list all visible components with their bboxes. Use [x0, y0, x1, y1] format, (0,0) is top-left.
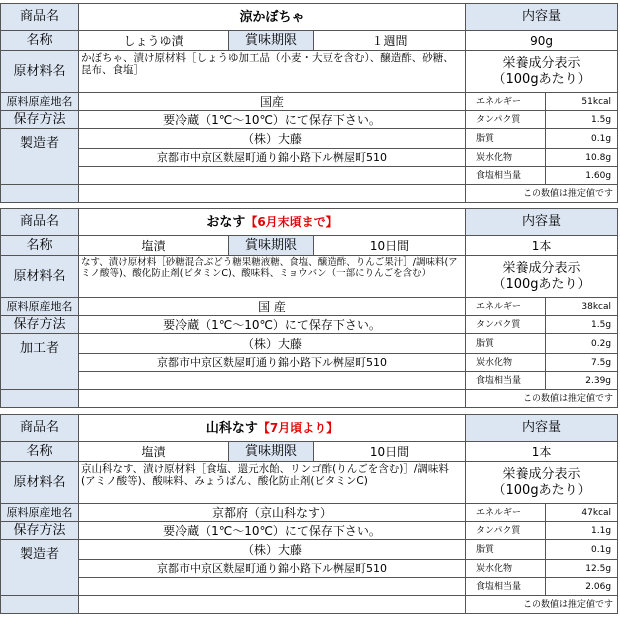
fat-value: 0.2g — [546, 334, 618, 354]
storage-label: 保存方法 — [1, 522, 79, 540]
origin-value: 国産 — [79, 93, 466, 111]
protein-value: 1.5g — [546, 111, 618, 129]
storage-value: 要冷蔵（1℃〜10℃）にて保存下さい。 — [79, 316, 466, 334]
energy-value: 47kcal — [546, 504, 618, 522]
fat-value: 0.1g — [546, 540, 618, 560]
ingredients-label: 原材料名 — [1, 256, 79, 298]
content-value: 1本 — [466, 236, 618, 256]
blank-label-cell — [1, 596, 79, 614]
carbs-label: 炭水化物 — [466, 354, 546, 372]
best-before-value: 10日間 — [314, 442, 466, 462]
product-name-label: 商品名 — [1, 4, 79, 31]
carbs-value: 7.5g — [546, 354, 618, 372]
best-before-label: 賞味期限 — [229, 31, 314, 51]
company-address: 京都市中京区麩屋町通り錦小路下ル桝屋町510 — [79, 149, 466, 167]
product-name-label: 商品名 — [1, 415, 79, 442]
name-label: 名称 — [1, 31, 79, 51]
energy-label: エネルギー — [466, 93, 546, 111]
carbs-label: 炭水化物 — [466, 560, 546, 578]
estimate-note: この数値は推定値です — [466, 596, 618, 614]
content-value: 1本 — [466, 442, 618, 462]
blank-cell — [79, 185, 466, 203]
origin-label: 原料原産地名 — [1, 504, 79, 522]
best-before-label: 賞味期限 — [229, 442, 314, 462]
name-label: 名称 — [1, 236, 79, 256]
nutrition-header: 栄養成分表示 （100gあたり） — [466, 256, 618, 298]
protein-label: タンパク質 — [466, 316, 546, 334]
product-name-value: 山科なす【7月頃より】 — [79, 415, 466, 442]
salt-value: 2.39g — [546, 372, 618, 390]
estimate-note: この数値は推定値です — [466, 185, 618, 203]
content-label: 内容量 — [466, 209, 618, 236]
origin-label: 原料原産地名 — [1, 93, 79, 111]
fat-label: 脂質 — [466, 540, 546, 560]
company-name: （株）大藤 — [79, 129, 466, 149]
energy-value: 51kcal — [546, 93, 618, 111]
energy-value: 38kcal — [546, 298, 618, 316]
blank-cell — [79, 390, 466, 408]
ingredients-value: なす、漬け原材料［砂糖混合ぶどう糖果糖液糖、食塩、醸造酢、りんご果汁］/調味料(アミノ酸等)、酸化防止剤(ビタミンC)、酸味料、ミョウバン（一部にりんごを含む） — [79, 256, 466, 298]
fat-value: 0.1g — [546, 129, 618, 149]
storage-value: 要冷蔵（1℃〜10℃）にて保存下さい。 — [79, 111, 466, 129]
content-label: 内容量 — [466, 415, 618, 442]
blank-cell — [79, 596, 466, 614]
ingredients-label: 原材料名 — [1, 51, 79, 93]
company-name: （株）大藤 — [79, 540, 466, 560]
storage-label: 保存方法 — [1, 316, 79, 334]
blank-cell — [79, 167, 466, 185]
best-before-value: １週間 — [314, 31, 466, 51]
carbs-value: 10.8g — [546, 149, 618, 167]
product-label-yamashina-nasu — [0, 414, 617, 614]
product-label-kabocha — [0, 3, 617, 203]
ingredients-label: 原材料名 — [1, 462, 79, 504]
energy-label: エネルギー — [466, 504, 546, 522]
protein-label: タンパク質 — [466, 522, 546, 540]
content-value: 90g — [466, 31, 618, 51]
manufacturer-label: 製造者 — [1, 540, 79, 596]
salt-label: 食塩相当量 — [466, 372, 546, 390]
company-address: 京都市中京区麩屋町通り錦小路下ル桝屋町510 — [79, 354, 466, 372]
salt-value: 1.60g — [546, 167, 618, 185]
protein-value: 1.1g — [546, 522, 618, 540]
product-name-label: 商品名 — [1, 209, 79, 236]
protein-label: タンパク質 — [466, 111, 546, 129]
blank-cell — [79, 578, 466, 596]
carbs-label: 炭水化物 — [466, 149, 546, 167]
salt-label: 食塩相当量 — [466, 167, 546, 185]
energy-label: エネルギー — [466, 298, 546, 316]
ingredients-value: かぼちゃ、漬け原材料［しょうゆ加工品（小麦・大豆を含む）、醸造酢、砂糖、昆布、食塩］ — [79, 51, 466, 93]
best-before-value: 10日間 — [314, 236, 466, 256]
blank-label-cell — [1, 185, 79, 203]
fat-label: 脂質 — [466, 334, 546, 354]
nutrition-header: 栄養成分表示 （100gあたり） — [466, 51, 618, 93]
content-label: 内容量 — [466, 4, 618, 31]
product-name-value: おなす【6月末頃まで】 — [79, 209, 466, 236]
origin-label: 原料原産地名 — [1, 298, 79, 316]
best-before-label: 賞味期限 — [229, 236, 314, 256]
blank-label-cell — [1, 390, 79, 408]
salt-value: 2.06g — [546, 578, 618, 596]
name-label: 名称 — [1, 442, 79, 462]
estimate-note: この数値は推定値です — [466, 390, 618, 408]
name-value: 塩漬 — [79, 236, 229, 256]
origin-value: 京都府（京山科なす） — [79, 504, 466, 522]
nutrition-header: 栄養成分表示 （100gあたり） — [466, 462, 618, 504]
manufacturer-label: 製造者 — [1, 129, 79, 185]
name-value: しょうゆ漬 — [79, 31, 229, 51]
product-label-onasu — [0, 208, 617, 408]
salt-label: 食塩相当量 — [466, 578, 546, 596]
product-name-value: 涼かぼちゃ — [79, 4, 466, 31]
protein-value: 1.5g — [546, 316, 618, 334]
carbs-value: 12.5g — [546, 560, 618, 578]
fat-label: 脂質 — [466, 129, 546, 149]
blank-cell — [79, 372, 466, 390]
company-name: （株）大藤 — [79, 334, 466, 354]
storage-label: 保存方法 — [1, 111, 79, 129]
name-value: 塩漬 — [79, 442, 229, 462]
origin-value: 国 産 — [79, 298, 466, 316]
ingredients-value: 京山科なす、漬け原材料［食塩、還元水飴、リンゴ酢(りんごを含む)］/調味料(アミノ酸等)、酸味料、みょうばん、酸化防止剤(ビタミンC) — [79, 462, 466, 504]
storage-value: 要冷蔵（1℃〜10℃）にて保存下さい。 — [79, 522, 466, 540]
processor-label: 加工者 — [1, 334, 79, 390]
company-address: 京都市中京区麩屋町通り錦小路下ル桝屋町510 — [79, 560, 466, 578]
